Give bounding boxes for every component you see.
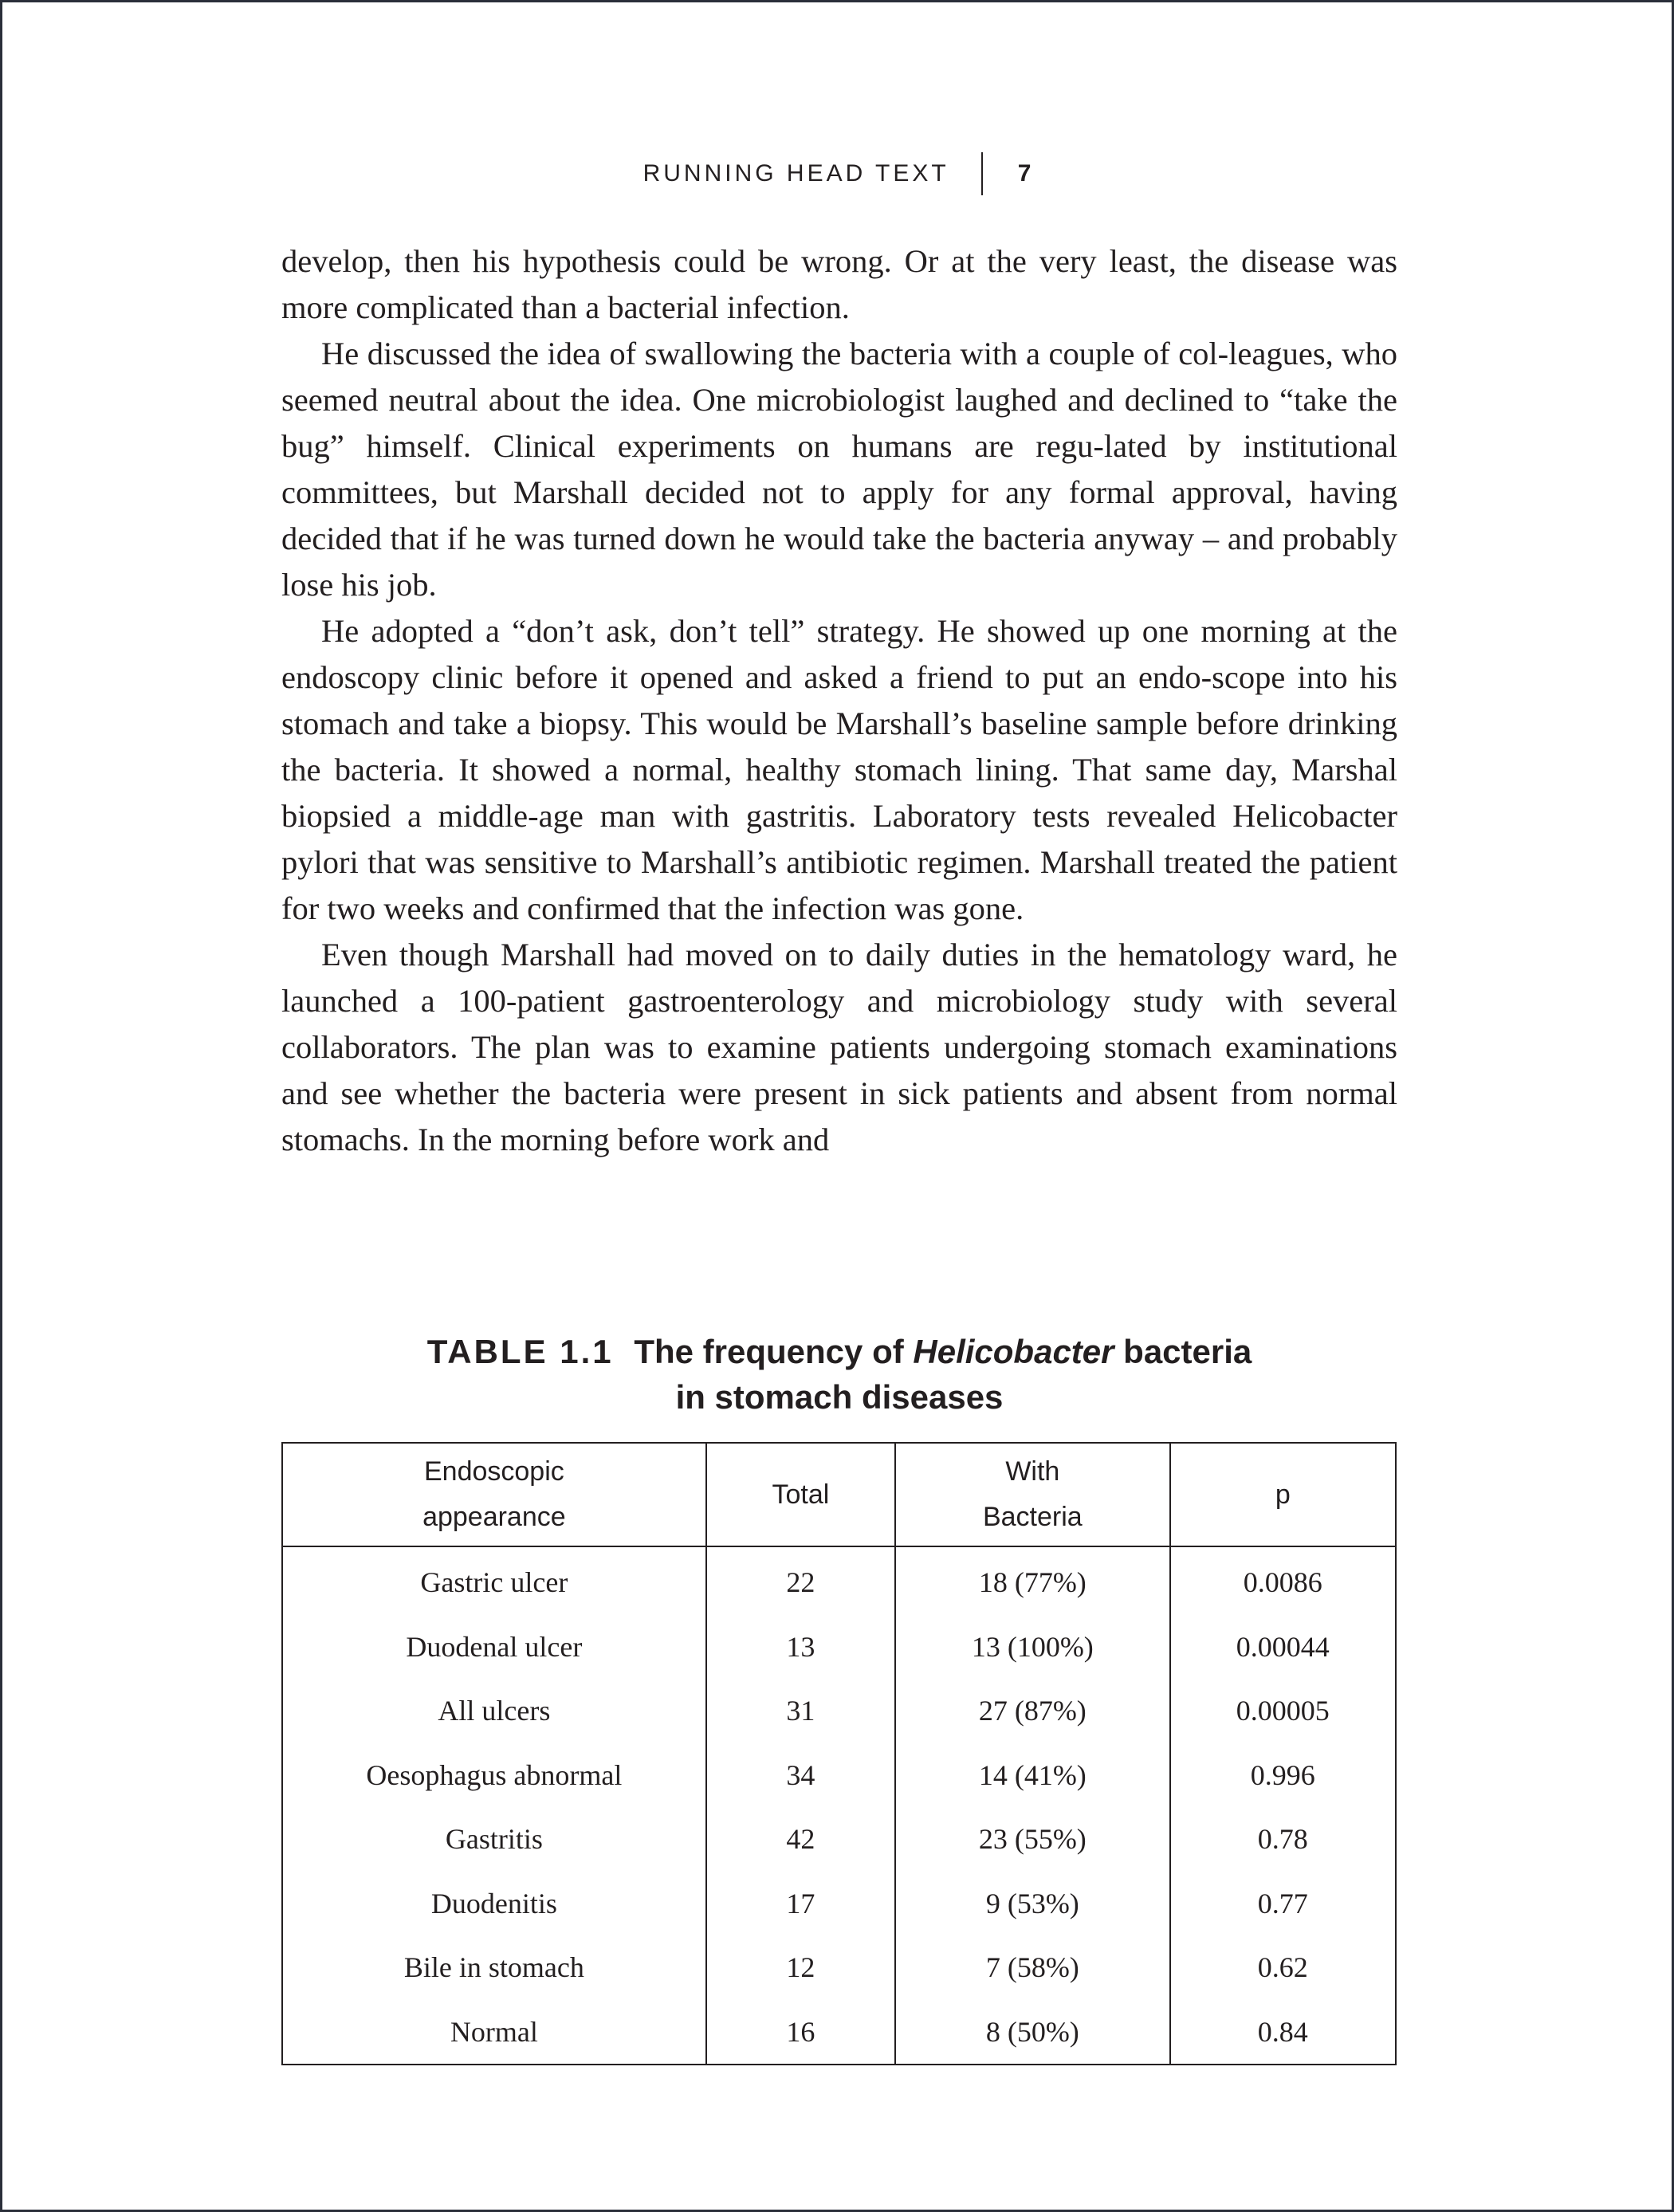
cell-p: 0.0086 xyxy=(1243,1566,1322,1599)
table-caption-line-2: in stomach diseases xyxy=(675,1378,1004,1416)
running-head xyxy=(2,152,1672,195)
header-endoscopic-line1: Endoscopic xyxy=(423,1456,564,1487)
body-text xyxy=(281,238,1397,1163)
cell-with-bacteria: 27 (87%) xyxy=(895,1679,1169,1743)
cell-total: 34 xyxy=(706,1743,895,1808)
table-caption-label: TABLE 1.1 xyxy=(426,1333,614,1370)
cell-p: 0.62 xyxy=(1257,1951,1308,1984)
cell-with-bacteria: 18 (77%) xyxy=(895,1546,1169,1615)
cell-appearance: Oesophagus abnormal xyxy=(282,1743,706,1808)
cell-appearance: Gastric ulcer xyxy=(282,1546,706,1615)
cell-appearance: Duodenitis xyxy=(282,1872,706,1936)
cell-appearance: Duodenal ulcer xyxy=(282,1615,706,1680)
cell-total: 31 xyxy=(706,1679,895,1743)
paragraph-4: Even though Marshall had moved on to daily duties in the hematology ward, he launched a 100-patient gastroenterology and microbiology study with several collaborators. The plan was to examine patients undergoing stomach examinations and see whether the bacteria were present in sick patients and absent from normal stomachs. In the morning before work and xyxy=(281,937,1397,1157)
cell-total: 17 xyxy=(706,1872,895,1936)
table-row xyxy=(282,1615,1396,1680)
cell-total: 16 xyxy=(706,2000,895,2065)
table-row xyxy=(282,1872,1396,1936)
table-header-row xyxy=(282,1443,1396,1546)
table-row xyxy=(282,1935,1396,2000)
table-row xyxy=(282,1807,1396,1872)
header-with-line2: Bacteria xyxy=(982,1502,1083,1532)
table-row xyxy=(282,1679,1396,1743)
table-caption-line-1 xyxy=(281,1329,1397,1374)
table-caption xyxy=(281,1329,1397,1420)
table-row xyxy=(282,1546,1396,1615)
cell-total: 12 xyxy=(706,1935,895,2000)
table-caption-italic: Helicobacter xyxy=(913,1333,1114,1370)
cell-total: 42 xyxy=(706,1807,895,1872)
cell-with-bacteria: 13 (100%) xyxy=(895,1615,1169,1680)
cell-p: 0.78 xyxy=(1257,1823,1308,1856)
cell-appearance: Bile in stomach xyxy=(282,1935,706,2000)
header-endoscopic-appearance xyxy=(282,1443,706,1546)
cell-with-bacteria: 8 (50%) xyxy=(895,2000,1169,2065)
header-with-bacteria xyxy=(895,1443,1169,1546)
cell-with-bacteria: 14 (41%) xyxy=(895,1743,1169,1808)
header-total: Total xyxy=(706,1443,895,1546)
cell-appearance: Normal xyxy=(282,2000,706,2065)
table-row xyxy=(282,2000,1396,2065)
cell-p: 0.00005 xyxy=(1236,1695,1330,1727)
cell-appearance: All ulcers xyxy=(282,1679,706,1743)
frequency-table xyxy=(281,1442,1397,2065)
header-p-value: p xyxy=(1170,1443,1396,1546)
header-endoscopic-line2: appearance xyxy=(422,1502,566,1532)
paragraph-3: He adopted a “don’t ask, don’t tell” strategy. He showed up one morning at the endoscopy clinic before it opened and asked a friend to put an endo-scope into his stomach and take a biopsy. This would be Marshall’s baseline sample before drinking the bacteria. It showed a normal, healthy stomach lining. That same day, Marshal biopsied a middle-age man with gastritis. Laboratory tests revealed Helicobacter pylori that was sensitive to Marshall’s antibiotic regimen. Marshall treated the patient for two weeks and confirmed that the infection was gone. xyxy=(281,613,1397,926)
page-number: 7 xyxy=(1017,160,1032,187)
cell-total: 13 xyxy=(706,1615,895,1680)
cell-with-bacteria: 23 (55%) xyxy=(895,1807,1169,1872)
table-row xyxy=(282,1743,1396,1808)
cell-p: 0.996 xyxy=(1250,1758,1315,1791)
cell-with-bacteria: 7 (58%) xyxy=(895,1935,1169,2000)
table-caption-text-before: The frequency of xyxy=(634,1333,904,1370)
table-caption-text-after: bacteria xyxy=(1123,1333,1252,1370)
cell-p: 0.77 xyxy=(1257,1887,1308,1919)
running-head-text: RUNNING HEAD TEXT xyxy=(642,160,949,187)
cell-appearance: Gastritis xyxy=(282,1807,706,1872)
paragraph-1: develop, then his hypothesis could be wrong. Or at the very least, the disease was more complicated than a bacterial infection. xyxy=(281,243,1397,325)
paragraph-2: He discussed the idea of swallowing the bacteria with a couple of col-leagues, who seemed neutral about the idea. One microbiologist laughed and declined to “take the bug” himself. Clinical experiments on humans are regu-lated by institutional committees, but Marshall decided not to apply for any formal approval, having decided that if he was turned down he would take the bacteria anyway – and probably lose his job. xyxy=(281,336,1397,603)
header-with-line1: With xyxy=(1005,1456,1060,1487)
cell-total: 22 xyxy=(706,1546,895,1615)
cell-p: 0.84 xyxy=(1257,2015,1308,2048)
cell-with-bacteria: 9 (53%) xyxy=(895,1872,1169,1936)
cell-p: 0.00044 xyxy=(1236,1630,1330,1663)
